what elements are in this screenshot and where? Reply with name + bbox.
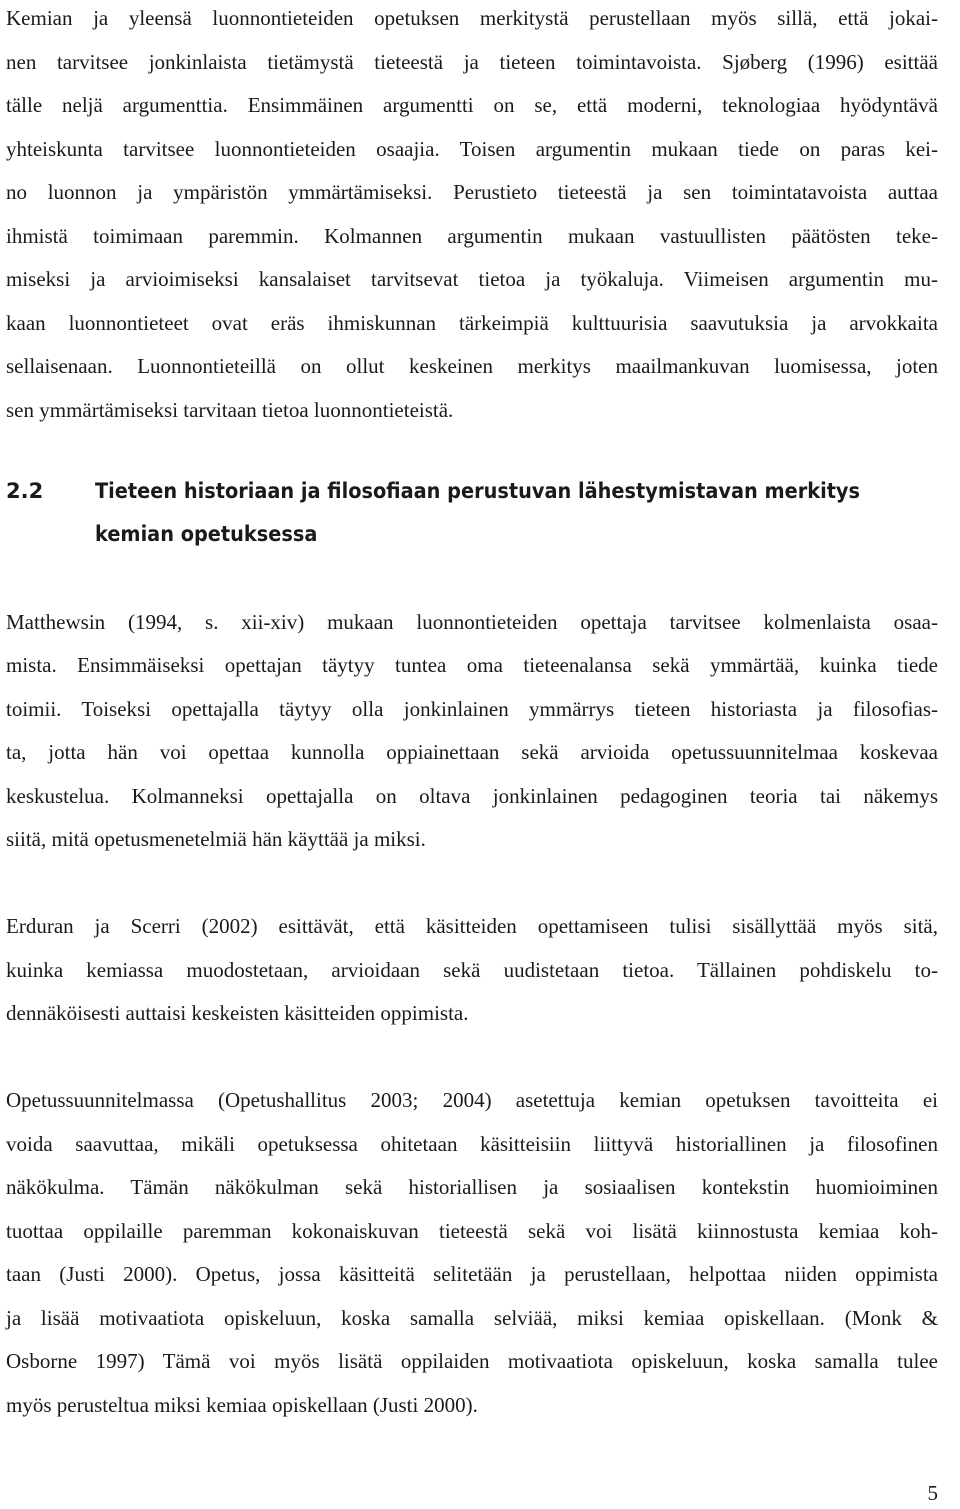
- text-line: Erduran ja Scerri (2002) esittävät, että käsitteiden opettamiseen tulisi sisällyttää myös sitä,: [6, 914, 938, 938]
- text-line: nen tarvitsee jonkinlaista tietämystä tieteestä ja tieteen toimintavoista. Sjøberg (1996) esittää: [6, 50, 938, 74]
- text-line: taan (Justi 2000). Opetus, jossa käsitteitä selitetään ja perustellaan, helpottaa niiden oppimista: [6, 1262, 938, 1286]
- text-line: Osborne 1997) Tämä voi myös lisätä oppilaiden motivaatiota opiskeluun, koska samalla tulee: [6, 1349, 938, 1373]
- text-line: sellaisenaan. Luonnontieteillä on ollut keskeinen merkitys maailmankuvan luomisessa, joten: [6, 354, 938, 378]
- text-line: yhteiskunta tarvitsee luonnontieteiden osaajia. Toisen argumentin mukaan tiede on paras kei-: [6, 137, 938, 161]
- text-line: keskustelua. Kolmanneksi opettajalla on oltava jonkinlainen pedagoginen teoria tai näkemys: [6, 784, 938, 808]
- text-line: kaan luonnontieteet ovat eräs ihmiskunnan tärkeimpiä kulttuurisia saavutuksia ja arvokkaita: [6, 311, 938, 335]
- text-line: mista. Ensimmäiseksi opettajan täytyy tuntea oma tieteenalansa sekä ymmärtää, kuinka tiede: [6, 653, 938, 677]
- text-line: siitä, mitä opetusmenetelmiä hän käyttää ja miksi.: [6, 827, 426, 851]
- section-title-continued: kemian opetuksessa: [95, 522, 318, 546]
- text-line: no luonnon ja ympäristön ymmärtämiseksi. Perustieto tieteestä ja sen toimintatavoista auttaa: [6, 180, 938, 204]
- text-line: ja lisää motivaatiota opiskeluun, koska samalla selviää, miksi kemiaa opiskellaan. (Monk &: [6, 1306, 938, 1330]
- section-number: 2.2: [6, 479, 44, 503]
- text-line: voida saavuttaa, mikäli opetuksessa ohitetaan käsitteisiin liittyvä historiallinen ja filosofinen: [6, 1132, 938, 1156]
- text-line: tälle neljä argumenttia. Ensimmäinen argumentti on se, että moderni, teknologiaa hyödyntävä: [6, 93, 938, 117]
- text-line: dennäköisesti auttaisi keskeisten käsitteiden oppimista.: [6, 1001, 469, 1025]
- text-line: kuinka kemiassa muodostetaan, arvioidaan sekä uudistetaan tietoa. Tällainen pohdiskelu to-: [6, 958, 938, 982]
- text-line: ihmistä toimimaan paremmin. Kolmannen argumentin mukaan vastuullisten päätösten teke-: [6, 224, 938, 248]
- section-title: Tieteen historiaan ja filosofiaan perustuvan lähestymistavan merkitys: [95, 479, 861, 503]
- text-line: miseksi ja arvioimiseksi kansalaiset tarvitsevat tietoa ja työkaluja. Viimeisen argumentin mu-: [6, 267, 938, 291]
- text-line: Opetussuunnitelmassa (Opetushallitus 2003; 2004) asetettuja kemian opetuksen tavoitteita ei: [6, 1088, 938, 1112]
- text-line: toimii. Toiseksi opettajalla täytyy olla jonkinlainen ymmärrys tieteen historiasta ja filosofias-: [6, 697, 938, 721]
- page-number: 5: [927, 1481, 938, 1505]
- text-line: ta, jotta hän voi opettaa kunnolla oppiainettaan sekä arvioida opetussuunnitelmaa koskevaa: [6, 740, 938, 764]
- text-line: myös perusteltua miksi kemiaa opiskellaan (Justi 2000).: [6, 1393, 478, 1417]
- text-line: sen ymmärtämiseksi tarvitaan tietoa luonnontieteistä.: [6, 398, 454, 422]
- text-line: Kemian ja yleensä luonnontieteiden opetuksen merkitystä perustellaan myös sillä, että jokai-: [6, 6, 938, 30]
- text-line: näkökulma. Tämän näkökulman sekä historiallisen ja sosiaalisen kontekstin huomioiminen: [6, 1175, 938, 1199]
- text-line: tuottaa oppilaille paremman kokonaiskuvan tieteestä sekä voi lisätä kiinnostusta kemiaa koh-: [6, 1219, 938, 1243]
- text-line: Matthewsin (1994, s. xii-xiv) mukaan luonnontieteiden opettaja tarvitsee kolmenlaista osaa-: [6, 610, 938, 634]
